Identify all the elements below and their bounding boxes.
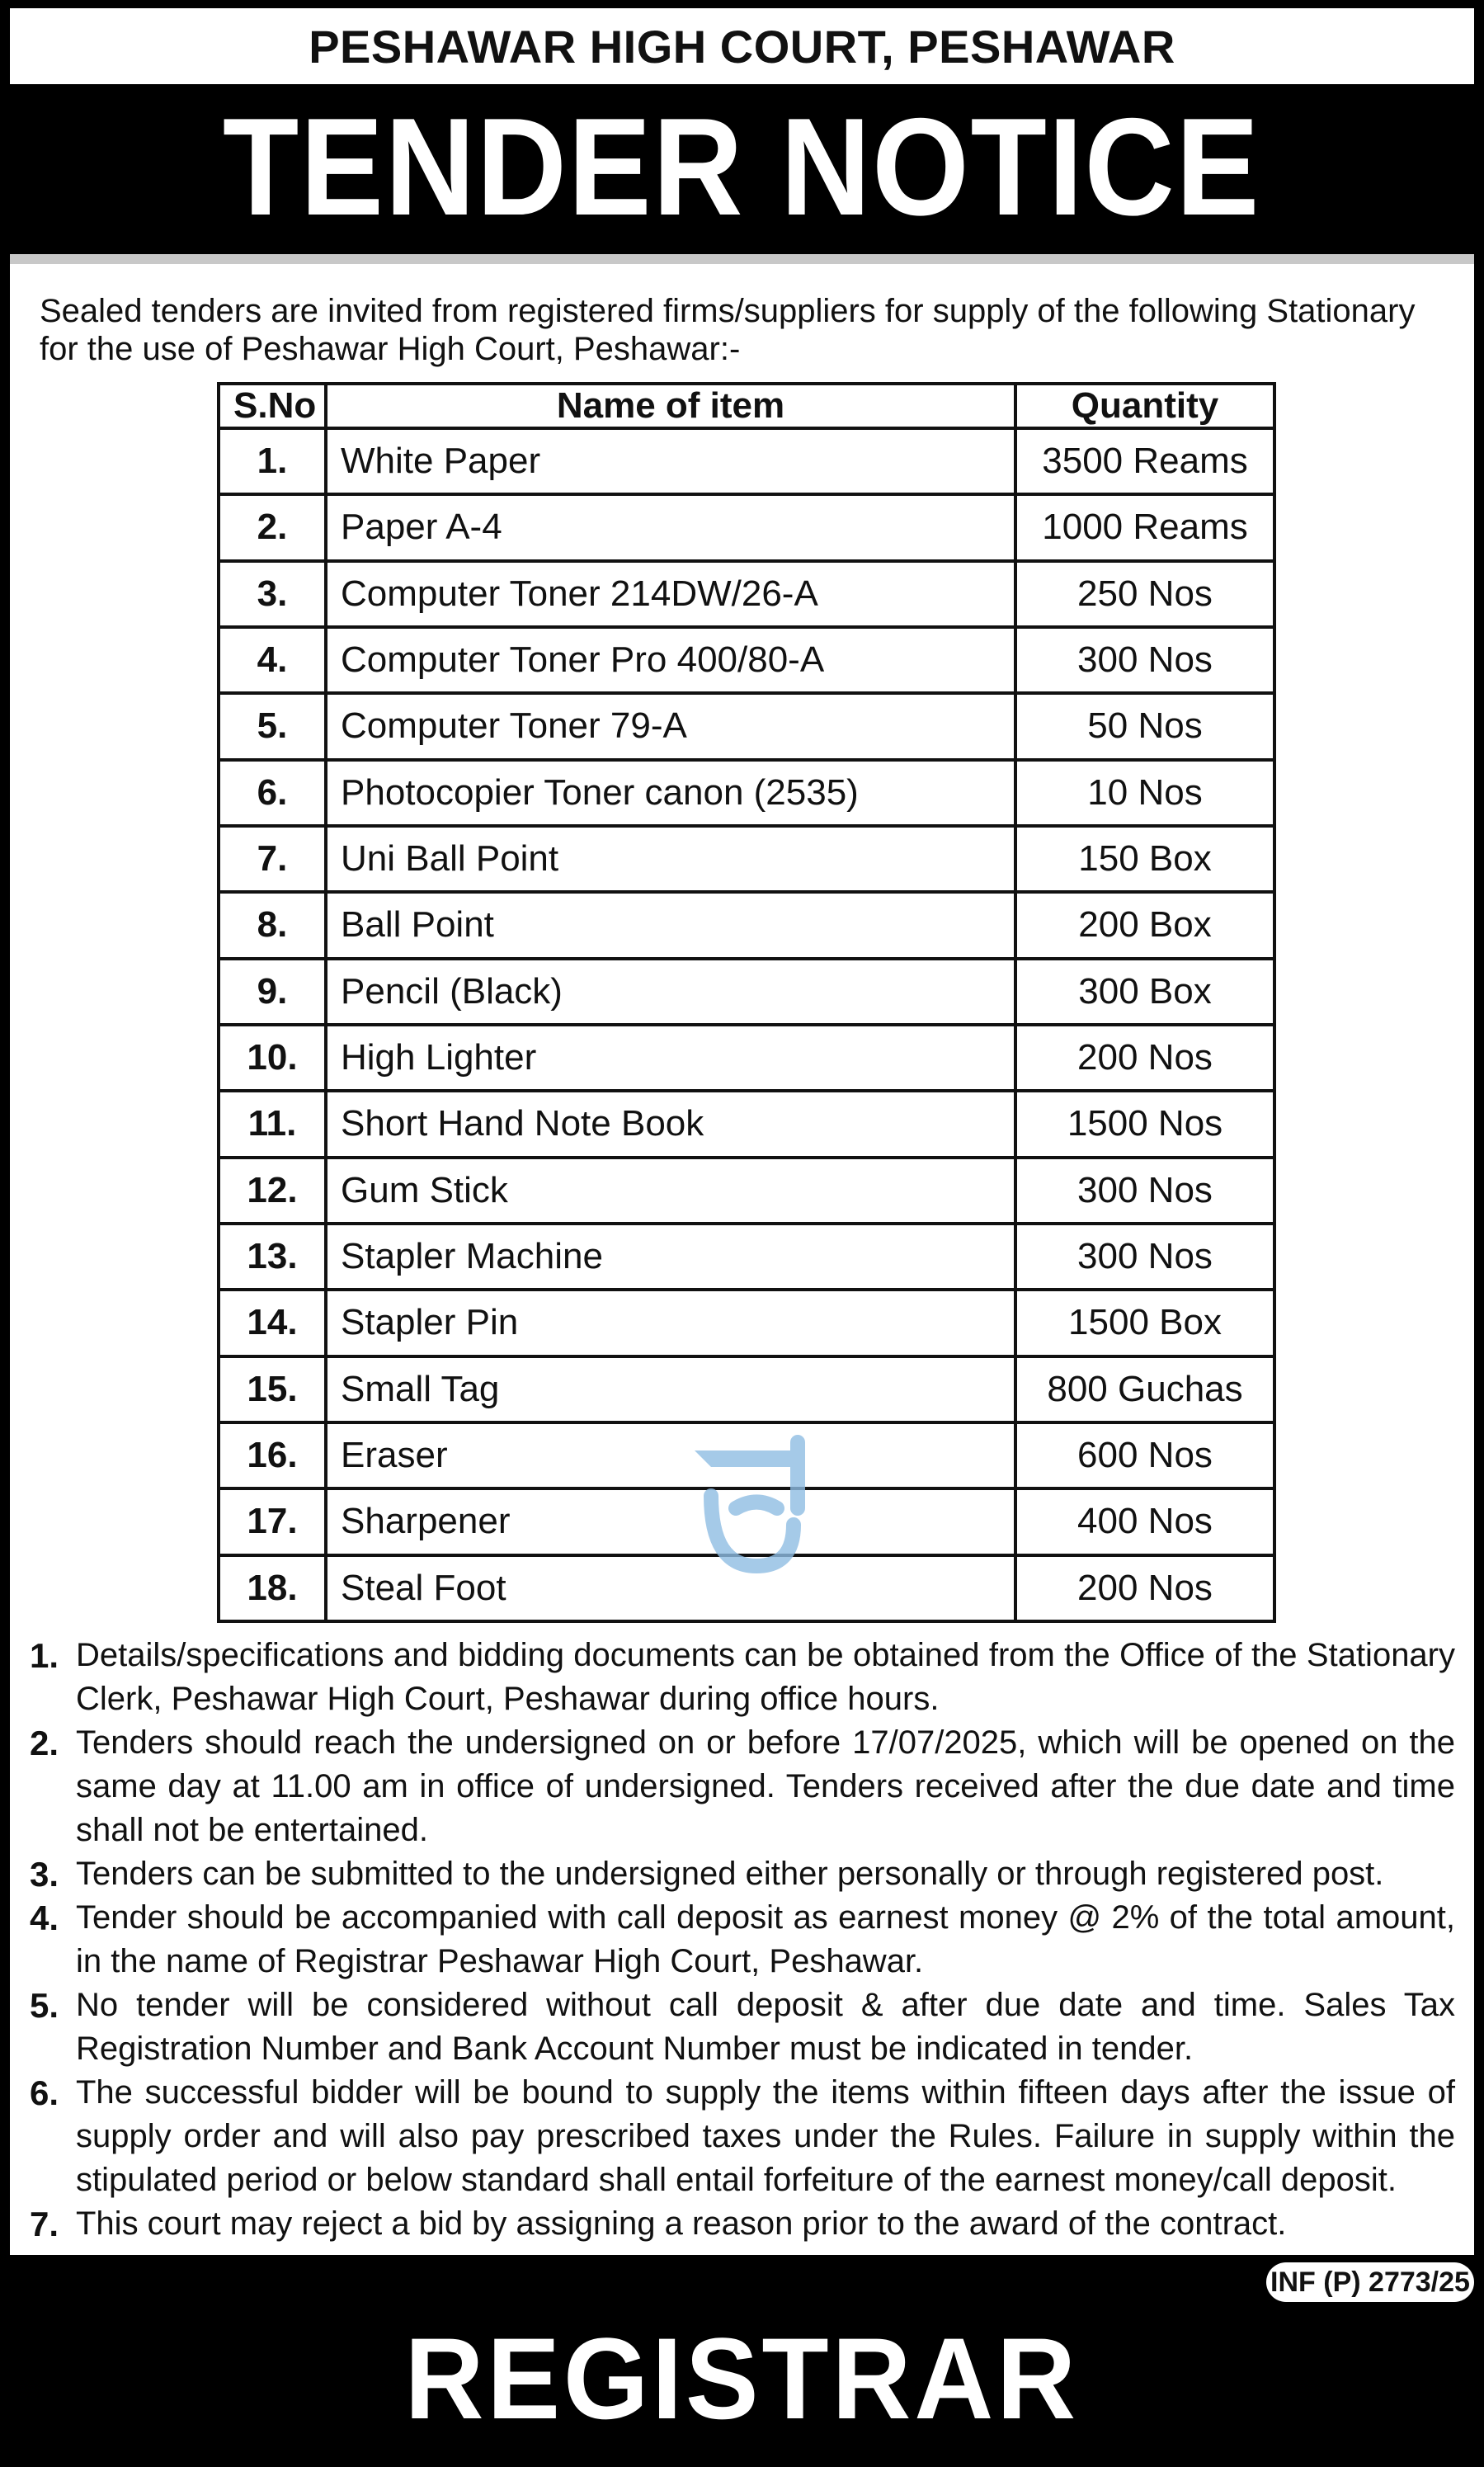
term-item bbox=[30, 1634, 1455, 1721]
item-name: Short Hand Note Book bbox=[326, 1091, 1015, 1157]
item-name: Ball Point bbox=[326, 892, 1015, 958]
item-quantity: 1500 Nos bbox=[1015, 1091, 1274, 1157]
term-item bbox=[30, 1984, 1455, 2071]
item-name: Gum Stick bbox=[326, 1158, 1015, 1224]
table-row bbox=[219, 826, 1274, 892]
signatory-band bbox=[0, 2306, 1484, 2450]
item-name: Uni Ball Point bbox=[326, 826, 1015, 892]
term-item bbox=[30, 1852, 1455, 1896]
term-text: No tender will be considered without call deposit & after due date and time. Sales Tax Registration Number and Bank Account Number must be indicated in tender. bbox=[76, 1987, 1455, 2067]
item-quantity: 300 Nos bbox=[1015, 1158, 1274, 1224]
advertisement-reference: INF (P) 2773/25 bbox=[1266, 2262, 1474, 2302]
item-sno: 17. bbox=[219, 1488, 326, 1554]
item-quantity: 300 Nos bbox=[1015, 1224, 1274, 1290]
item-quantity: 10 Nos bbox=[1015, 760, 1274, 826]
item-sno: 18. bbox=[219, 1555, 326, 1621]
table-row bbox=[219, 760, 1274, 826]
court-name-band bbox=[10, 8, 1474, 84]
term-number: 3. bbox=[30, 1855, 59, 1894]
item-sno: 7. bbox=[219, 826, 326, 892]
term-item bbox=[30, 1721, 1455, 1852]
item-quantity: 150 Box bbox=[1015, 826, 1274, 892]
item-sno: 3. bbox=[219, 561, 326, 627]
header-sno: S.No bbox=[219, 384, 326, 428]
item-sno: 5. bbox=[219, 693, 326, 759]
item-name: White Paper bbox=[326, 428, 1015, 494]
item-sno: 2. bbox=[219, 494, 326, 560]
item-name: Computer Toner 214DW/26-A bbox=[326, 561, 1015, 627]
item-sno: 12. bbox=[219, 1158, 326, 1224]
item-name: Pencil (Black) bbox=[326, 959, 1015, 1025]
term-text: Tenders can be submitted to the undersigned either personally or through registered post. bbox=[76, 1856, 1384, 1892]
item-name: Sharpener bbox=[326, 1488, 1015, 1554]
signatory-title: REGISTRAR bbox=[404, 2313, 1080, 2443]
notice-body bbox=[10, 254, 1474, 2255]
court-name: PESHAWAR HIGH COURT, PESHAWAR bbox=[309, 20, 1175, 73]
item-quantity: 200 Nos bbox=[1015, 1555, 1274, 1621]
table-row bbox=[219, 428, 1274, 494]
term-number: 7. bbox=[30, 2205, 59, 2243]
notice-title: TENDER NOTICE bbox=[223, 89, 1261, 244]
item-name: Steal Foot bbox=[326, 1555, 1015, 1621]
term-item bbox=[30, 1896, 1455, 1984]
item-quantity: 200 Nos bbox=[1015, 1025, 1274, 1091]
item-sno: 9. bbox=[219, 959, 326, 1025]
item-name: Small Tag bbox=[326, 1356, 1015, 1422]
item-sno: 8. bbox=[219, 892, 326, 958]
table-header-row bbox=[219, 384, 1274, 428]
item-quantity: 200 Box bbox=[1015, 892, 1274, 958]
term-number: 5. bbox=[30, 1986, 59, 2025]
term-item bbox=[30, 2071, 1455, 2202]
item-quantity: 300 Box bbox=[1015, 959, 1274, 1025]
item-name: Stapler Pin bbox=[326, 1290, 1015, 1356]
item-sno: 15. bbox=[219, 1356, 326, 1422]
item-quantity: 600 Nos bbox=[1015, 1422, 1274, 1488]
term-text: Tenders should reach the undersigned on or before 17/07/2025, which will be opened on the same day at 11.00 am in office of undersigned. Tenders received after the due date and time shall not be entertained. bbox=[76, 1724, 1455, 1848]
item-quantity: 3500 Reams bbox=[1015, 428, 1274, 494]
item-sno: 1. bbox=[219, 428, 326, 494]
term-text: Tender should be accompanied with call deposit as earnest money @ 2% of the total amount, in the name of Registrar Peshawar High Court, Peshawar. bbox=[76, 1899, 1455, 1979]
table-row bbox=[219, 1290, 1274, 1356]
item-quantity: 300 Nos bbox=[1015, 627, 1274, 693]
item-name: High Lighter bbox=[326, 1025, 1015, 1091]
table-row bbox=[219, 1091, 1274, 1157]
term-item bbox=[30, 2202, 1455, 2246]
table-row bbox=[219, 1224, 1274, 1290]
table-row bbox=[219, 561, 1274, 627]
item-name: Eraser bbox=[326, 1422, 1015, 1488]
term-text: This court may reject a bid by assigning a reason prior to the award of the contract. bbox=[76, 2205, 1287, 2242]
term-number: 6. bbox=[30, 2073, 59, 2112]
intro-paragraph: Sealed tenders are invited from registered firms/suppliers for supply of the following Stationary for the use of Peshawar High Court, Peshawar:- bbox=[40, 293, 1416, 367]
item-quantity: 250 Nos bbox=[1015, 561, 1274, 627]
item-sno: 14. bbox=[219, 1290, 326, 1356]
item-name: Photocopier Toner canon (2535) bbox=[326, 760, 1015, 826]
item-quantity: 50 Nos bbox=[1015, 693, 1274, 759]
notice-title-band bbox=[0, 84, 1484, 249]
item-quantity: 1500 Box bbox=[1015, 1290, 1274, 1356]
item-sno: 6. bbox=[219, 760, 326, 826]
table-row bbox=[219, 693, 1274, 759]
item-quantity: 800 Guchas bbox=[1015, 1356, 1274, 1422]
table-row bbox=[219, 1158, 1274, 1224]
item-sno: 11. bbox=[219, 1091, 326, 1157]
item-name: Computer Toner 79-A bbox=[326, 693, 1015, 759]
item-sno: 16. bbox=[219, 1422, 326, 1488]
item-name: Computer Toner Pro 400/80-A bbox=[326, 627, 1015, 693]
item-sno: 13. bbox=[219, 1224, 326, 1290]
item-sno: 10. bbox=[219, 1025, 326, 1091]
publisher-logo-icon bbox=[678, 1417, 818, 1583]
table-row bbox=[219, 1356, 1274, 1422]
item-name: Stapler Machine bbox=[326, 1224, 1015, 1290]
item-quantity: 400 Nos bbox=[1015, 1488, 1274, 1554]
header-name: Name of item bbox=[326, 384, 1015, 428]
term-text: Details/specifications and bidding documents can be obtained from the Office of the Stationary Clerk, Peshawar High Court, Peshawar during office hours. bbox=[76, 1637, 1455, 1717]
term-number: 4. bbox=[30, 1899, 59, 1937]
table-row bbox=[219, 627, 1274, 693]
table-row bbox=[219, 494, 1274, 560]
term-text: The successful bidder will be bound to supply the items within fifteen days after the issue of supply order and will also pay prescribed taxes under the Rules. Failure in supply within the stipulated period or below standard shall entail forfeiture of the earnest money/call deposit. bbox=[76, 2074, 1455, 2198]
item-name: Paper A-4 bbox=[326, 494, 1015, 560]
term-number: 2. bbox=[30, 1724, 59, 1762]
item-sno: 4. bbox=[219, 627, 326, 693]
table-row bbox=[219, 1025, 1274, 1091]
terms-list bbox=[30, 1634, 1455, 2246]
term-number: 1. bbox=[30, 1636, 59, 1675]
header-quantity: Quantity bbox=[1015, 384, 1274, 428]
table-row bbox=[219, 959, 1274, 1025]
table-row bbox=[219, 892, 1274, 958]
item-quantity: 1000 Reams bbox=[1015, 494, 1274, 560]
